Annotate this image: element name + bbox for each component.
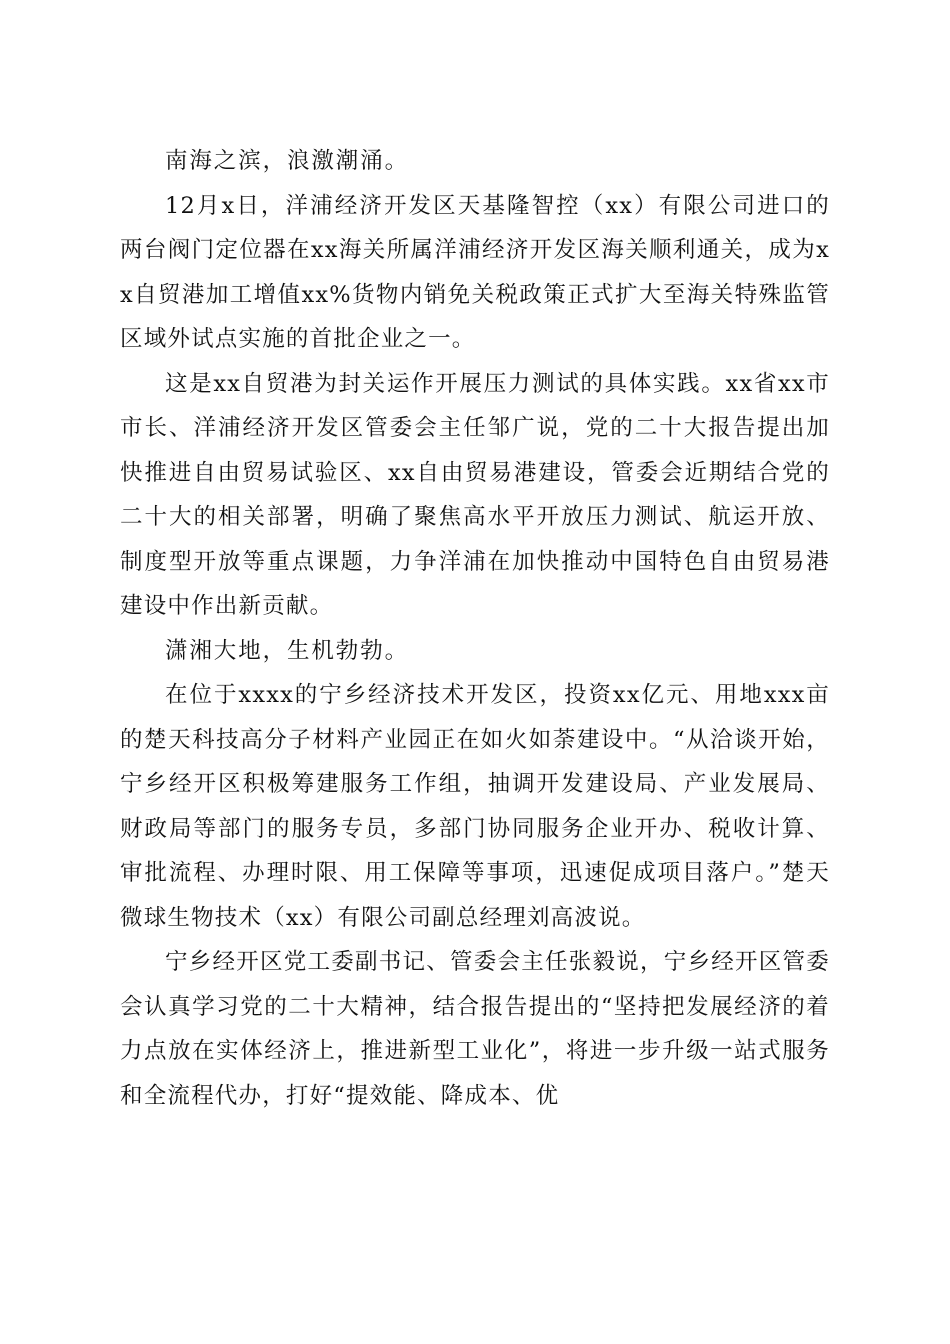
paragraph-1: 南海之滨，浪激潮涌。 — [165, 148, 410, 174]
paragraph-2: 12月x日，洋浦经济开发区天基隆智控（xx）有限公司进口的两台阀门定位器在xx海关所属洋浦经济开发区海关顺利通关，成为xx自贸港加工增值xx%货物内销免关税政策正式扩大至海关特殊监管区域外试点实施的首批企业之一。 — [120, 192, 830, 352]
paragraph-6: 宁乡经开区党工委副书记、管委会主任张毅说，宁乡经开区管委会认真学习党的二十大精神，结合报告提出的“坚持把发展经济的着力点放在实体经济上，推进新型工业化”，将进一步升级一站式服务和全流程代办，打好“提效能、降成本、优 — [120, 949, 830, 1109]
paragraph-5: 在位于xxxx的宁乡经济技术开发区，投资xx亿元、用地xxx亩的楚天科技高分子材料产业园正在如火如荼建设中。“从洽谈开始，宁乡经开区积极筹建服务工作组，抽调开发建设局、产业发展局、财政局等部门的服务专员，多部门协同服务企业开办、税收计算、审批流程、办理时限、用工保障等事项，迅速促成项目落户。”楚天微球生物技术（xx）有限公司副总经理刘高波说。 — [120, 682, 830, 931]
paragraph-3: 这是xx自贸港为封关运作开展压力测试的具体实践。xx省xx市市长、洋浦经济开发区管委会主任邹广说，党的二十大报告提出加快推进自由贸易试验区、xx自由贸易港建设，管委会近期结合党的二十大的相关部署，明确了聚焦高水平开放压力测试、航运开放、制度型开放等重点课题，力争洋浦在加快推动中国特色自由贸易港建设中作出新贡献。 — [120, 370, 830, 619]
document-body — [120, 139, 830, 1118]
paragraph-4: 潇湘大地，生机勃勃。 — [165, 637, 410, 664]
